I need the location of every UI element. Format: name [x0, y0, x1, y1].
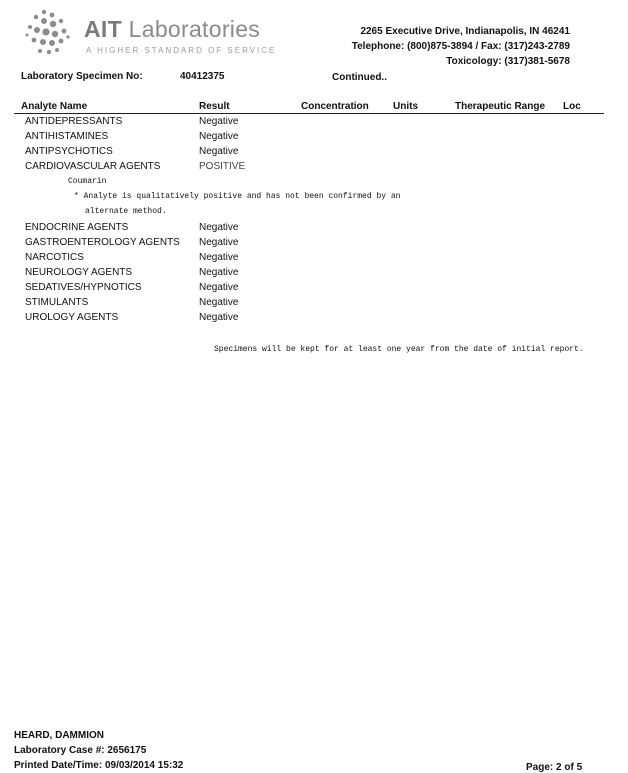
specimen-label: Laboratory Specimen No:: [21, 71, 143, 82]
column-concentration: Concentration: [301, 101, 369, 112]
analyte-name: ANTIDEPRESSANTS: [25, 116, 123, 127]
analyte-result: Negative: [199, 237, 239, 248]
continued-label: Continued..: [332, 72, 387, 83]
analyte-name: ANTIPSYCHOTICS: [25, 146, 113, 157]
analyte-name: ENDOCRINE AGENTS: [25, 222, 129, 233]
retention-note: Specimens will be kept for at least one year from the date of initial report.: [214, 345, 584, 354]
contact-block: [310, 24, 570, 69]
toxicology-line: Toxicology: (317)381-5678: [446, 56, 570, 67]
column-analyte-name: Analyte Name: [21, 101, 88, 112]
laboratory-case-number: Laboratory Case #: 2656175: [14, 745, 147, 756]
analyte-name: ANTIHISTAMINES: [25, 131, 109, 142]
company-logo: [22, 6, 292, 58]
table-row: [0, 252, 600, 267]
logo-ait: AIT: [84, 16, 122, 42]
analyte-result: Negative: [199, 297, 239, 308]
analyte-result: Negative: [199, 267, 239, 278]
analyte-result-positive: POSITIVE: [199, 161, 246, 172]
logo-dots-icon: [22, 6, 78, 58]
header-divider: [14, 113, 604, 114]
note-line-2: alternate method.: [85, 207, 167, 216]
column-units: Units: [393, 101, 418, 112]
analyte-result: Negative: [199, 131, 239, 142]
analyte-result: Negative: [199, 252, 239, 263]
page-number: Page: 2 of 5: [526, 762, 583, 773]
table-row: [0, 116, 600, 131]
analyte-result: Negative: [199, 312, 239, 323]
analyte-name: NEUROLOGY AGENTS: [25, 267, 133, 278]
patient-name: HEARD, DAMMION: [14, 730, 104, 741]
table-row: [0, 297, 600, 312]
analyte-name: GASTROENTEROLOGY AGENTS: [25, 237, 180, 248]
analyte-result: Negative: [199, 282, 239, 293]
specimen-number: 40412375: [180, 71, 225, 82]
table-row: [0, 222, 600, 237]
logo-wordmark: [84, 16, 260, 43]
telephone-line: Telephone: (800)875-3894 / Fax: (317)243-2789: [351, 41, 570, 52]
analyte-result: Negative: [199, 222, 239, 233]
analyte-name: UROLOGY AGENTS: [25, 312, 119, 323]
table-row: [0, 282, 600, 297]
column-therapeutic-range: Therapeutic Range: [455, 101, 546, 112]
table-row: [0, 161, 600, 176]
analyte-name: STIMULANTS: [25, 297, 89, 308]
analyte-result: Negative: [199, 116, 239, 127]
note-line-1: * Analyte is qualitatively positive and has not been confirmed by an: [74, 192, 401, 201]
analyte-result: Negative: [199, 146, 239, 157]
table-row: [0, 267, 600, 282]
logo-laboratories: Laboratories: [121, 16, 261, 42]
table-row: [0, 146, 600, 161]
positive-substance: Coumarin: [68, 177, 107, 186]
analyte-name: NARCOTICS: [25, 252, 84, 263]
analyte-name: CARDIOVASCULAR AGENTS: [25, 161, 161, 172]
address-line: 2265 Executive Drive, Indianapolis, IN 46241: [360, 26, 570, 37]
table-row: [0, 312, 600, 327]
printed-date-time: Printed Date/Time: 09/03/2014 15:32: [14, 760, 184, 771]
table-row: [0, 237, 600, 252]
column-loc: Loc: [563, 101, 581, 112]
table-row: [0, 131, 600, 146]
logo-tagline: A HIGHER STANDARD OF SERVICE: [86, 46, 277, 55]
column-result: Result: [199, 101, 230, 112]
analyte-name: SEDATIVES/HYPNOTICS: [25, 282, 142, 293]
